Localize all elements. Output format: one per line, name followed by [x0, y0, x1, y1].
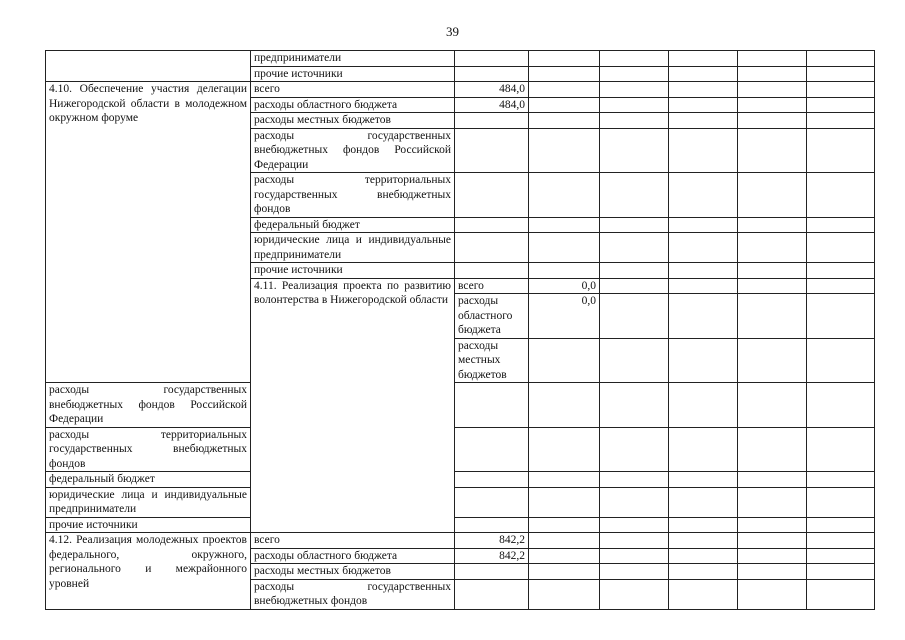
- empty-year-cell: [669, 128, 738, 173]
- amount-cell: 0,0: [529, 294, 600, 339]
- table-row: [46, 51, 875, 67]
- empty-year-cell: [738, 517, 807, 533]
- empty-year-cell: [738, 294, 807, 339]
- empty-year-cell: [529, 66, 600, 82]
- empty-year-cell: [529, 427, 600, 472]
- funding-source-cell: юридические лица и индивидуальные предприниматели: [46, 487, 251, 517]
- funding-source-cell: федеральный бюджет: [46, 472, 251, 488]
- empty-year-cell: [738, 263, 807, 279]
- empty-year-cell: [738, 82, 807, 98]
- funding-source-cell: расходы государственных внебюджетных фондов Российской Федерации: [251, 128, 455, 173]
- empty-year-cell: [738, 97, 807, 113]
- amount-cell: [455, 517, 529, 533]
- amount-cell: [455, 51, 529, 67]
- empty-year-cell: [529, 472, 600, 488]
- amount-cell: 0,0: [529, 278, 600, 294]
- funding-source-cell: расходы областного бюджета: [251, 97, 455, 113]
- empty-year-cell: [669, 173, 738, 218]
- empty-year-cell: [529, 383, 600, 428]
- page-number: 39: [446, 24, 459, 39]
- funding-source-cell: расходы местных бюджетов: [251, 113, 455, 129]
- amount-cell: [455, 66, 529, 82]
- empty-year-cell: [529, 533, 600, 549]
- empty-year-cell: [600, 263, 669, 279]
- empty-year-cell: [807, 233, 875, 263]
- empty-year-cell: [529, 233, 600, 263]
- empty-year-cell: [738, 338, 807, 383]
- empty-year-cell: [669, 338, 738, 383]
- empty-year-cell: [807, 564, 875, 580]
- empty-year-cell: [807, 278, 875, 294]
- funding-source-cell: расходы территориальных государственных внебюджетных фондов: [251, 173, 455, 218]
- amount-cell: [455, 113, 529, 129]
- empty-year-cell: [807, 263, 875, 279]
- empty-year-cell: [529, 217, 600, 233]
- empty-year-cell: [669, 233, 738, 263]
- empty-year-cell: [600, 564, 669, 580]
- empty-year-cell: [600, 487, 669, 517]
- amount-cell: [455, 579, 529, 609]
- event-name-cell-continued: [46, 51, 251, 82]
- empty-year-cell: [807, 383, 875, 428]
- funding-source-cell: юридические лица и индивидуальные предприниматели: [251, 233, 455, 263]
- empty-year-cell: [669, 427, 738, 472]
- amount-cell: [455, 427, 529, 472]
- funding-source-cell: расходы местных бюджетов: [455, 338, 529, 383]
- empty-year-cell: [600, 294, 669, 339]
- empty-year-cell: [807, 427, 875, 472]
- empty-year-cell: [669, 533, 738, 549]
- empty-year-cell: [807, 173, 875, 218]
- empty-year-cell: [807, 517, 875, 533]
- funding-source-cell: расходы территориальных государственных внебюджетных фондов: [46, 427, 251, 472]
- amount-cell: [455, 472, 529, 488]
- amount-cell: [455, 263, 529, 279]
- empty-year-cell: [738, 51, 807, 67]
- empty-year-cell: [669, 263, 738, 279]
- empty-year-cell: [669, 66, 738, 82]
- funding-source-cell: предприниматели: [251, 51, 455, 67]
- empty-year-cell: [807, 472, 875, 488]
- empty-year-cell: [807, 338, 875, 383]
- empty-year-cell: [529, 579, 600, 609]
- empty-year-cell: [600, 517, 669, 533]
- empty-year-cell: [529, 173, 600, 218]
- empty-year-cell: [807, 217, 875, 233]
- empty-year-cell: [600, 278, 669, 294]
- empty-year-cell: [600, 533, 669, 549]
- empty-year-cell: [529, 263, 600, 279]
- amount-cell: 842,2: [455, 548, 529, 564]
- funding-source-cell: расходы местных бюджетов: [251, 564, 455, 580]
- empty-year-cell: [600, 383, 669, 428]
- empty-year-cell: [738, 278, 807, 294]
- empty-year-cell: [807, 548, 875, 564]
- amount-cell: 484,0: [455, 82, 529, 98]
- empty-year-cell: [600, 128, 669, 173]
- empty-year-cell: [807, 97, 875, 113]
- budget-table-body: [46, 51, 875, 610]
- amount-cell: 842,2: [455, 533, 529, 549]
- empty-year-cell: [669, 564, 738, 580]
- funding-source-cell: расходы областного бюджета: [251, 548, 455, 564]
- empty-year-cell: [807, 66, 875, 82]
- amount-cell: [455, 564, 529, 580]
- funding-source-cell: расходы областного бюджета: [455, 294, 529, 339]
- empty-year-cell: [807, 51, 875, 67]
- table-row: [46, 517, 875, 533]
- empty-year-cell: [529, 51, 600, 67]
- empty-year-cell: [669, 383, 738, 428]
- amount-cell: 484,0: [455, 97, 529, 113]
- amount-cell: [455, 217, 529, 233]
- funding-source-cell: расходы государственных внебюджетных фондов: [251, 579, 455, 609]
- empty-year-cell: [807, 113, 875, 129]
- empty-year-cell: [600, 51, 669, 67]
- empty-year-cell: [600, 217, 669, 233]
- empty-year-cell: [669, 278, 738, 294]
- empty-year-cell: [669, 294, 738, 339]
- table-row: [46, 487, 875, 517]
- empty-year-cell: [529, 548, 600, 564]
- empty-year-cell: [669, 487, 738, 517]
- empty-year-cell: [738, 128, 807, 173]
- empty-year-cell: [600, 82, 669, 98]
- empty-year-cell: [529, 487, 600, 517]
- empty-year-cell: [529, 82, 600, 98]
- empty-year-cell: [600, 472, 669, 488]
- funding-source-cell: всего: [251, 82, 455, 98]
- empty-year-cell: [738, 113, 807, 129]
- empty-year-cell: [600, 97, 669, 113]
- table-row: [46, 427, 875, 472]
- amount-cell: [455, 487, 529, 517]
- empty-year-cell: [669, 82, 738, 98]
- empty-year-cell: [669, 113, 738, 129]
- empty-year-cell: [600, 113, 669, 129]
- empty-year-cell: [738, 564, 807, 580]
- funding-source-cell: всего: [251, 533, 455, 549]
- empty-year-cell: [738, 427, 807, 472]
- funding-source-cell: всего: [455, 278, 529, 294]
- amount-cell: [455, 128, 529, 173]
- empty-year-cell: [529, 97, 600, 113]
- empty-year-cell: [738, 548, 807, 564]
- table-row: [46, 533, 875, 549]
- event-name-cell: 4.10. Обеспечение участия делегации Нижегородской области в молодежном окружном форуме: [46, 82, 251, 383]
- empty-year-cell: [600, 338, 669, 383]
- empty-year-cell: [529, 128, 600, 173]
- funding-source-cell: расходы государственных внебюджетных фондов Российской Федерации: [46, 383, 251, 428]
- empty-year-cell: [738, 217, 807, 233]
- empty-year-cell: [807, 128, 875, 173]
- empty-year-cell: [807, 487, 875, 517]
- empty-year-cell: [669, 217, 738, 233]
- funding-source-cell: прочие источники: [46, 517, 251, 533]
- event-name-cell: 4.12. Реализация молодежных проектов федерального, окружного, регионального и межрайонного уровней: [46, 533, 251, 610]
- empty-year-cell: [669, 472, 738, 488]
- empty-year-cell: [738, 173, 807, 218]
- empty-year-cell: [600, 427, 669, 472]
- empty-year-cell: [669, 97, 738, 113]
- empty-year-cell: [529, 113, 600, 129]
- empty-year-cell: [669, 579, 738, 609]
- amount-cell: [529, 338, 600, 383]
- empty-year-cell: [600, 173, 669, 218]
- empty-year-cell: [738, 472, 807, 488]
- empty-year-cell: [807, 294, 875, 339]
- empty-year-cell: [600, 548, 669, 564]
- budget-table: [45, 50, 875, 610]
- empty-year-cell: [600, 233, 669, 263]
- amount-cell: [455, 383, 529, 428]
- table-row: [46, 472, 875, 488]
- empty-year-cell: [738, 383, 807, 428]
- empty-year-cell: [600, 579, 669, 609]
- empty-year-cell: [807, 82, 875, 98]
- event-name-cell: 4.11. Реализация проекта по развитию волонтерства в Нижегородской области: [251, 278, 455, 533]
- table-row: [46, 383, 875, 428]
- empty-year-cell: [807, 579, 875, 609]
- amount-cell: [455, 233, 529, 263]
- empty-year-cell: [807, 533, 875, 549]
- empty-year-cell: [738, 533, 807, 549]
- empty-year-cell: [600, 66, 669, 82]
- empty-year-cell: [529, 564, 600, 580]
- funding-source-cell: прочие источники: [251, 66, 455, 82]
- empty-year-cell: [529, 517, 600, 533]
- empty-year-cell: [738, 66, 807, 82]
- amount-cell: [455, 173, 529, 218]
- empty-year-cell: [738, 233, 807, 263]
- empty-year-cell: [669, 51, 738, 67]
- empty-year-cell: [669, 548, 738, 564]
- empty-year-cell: [669, 517, 738, 533]
- funding-source-cell: прочие источники: [251, 263, 455, 279]
- empty-year-cell: [738, 487, 807, 517]
- empty-year-cell: [738, 579, 807, 609]
- funding-source-cell: федеральный бюджет: [251, 217, 455, 233]
- table-row: [46, 82, 875, 98]
